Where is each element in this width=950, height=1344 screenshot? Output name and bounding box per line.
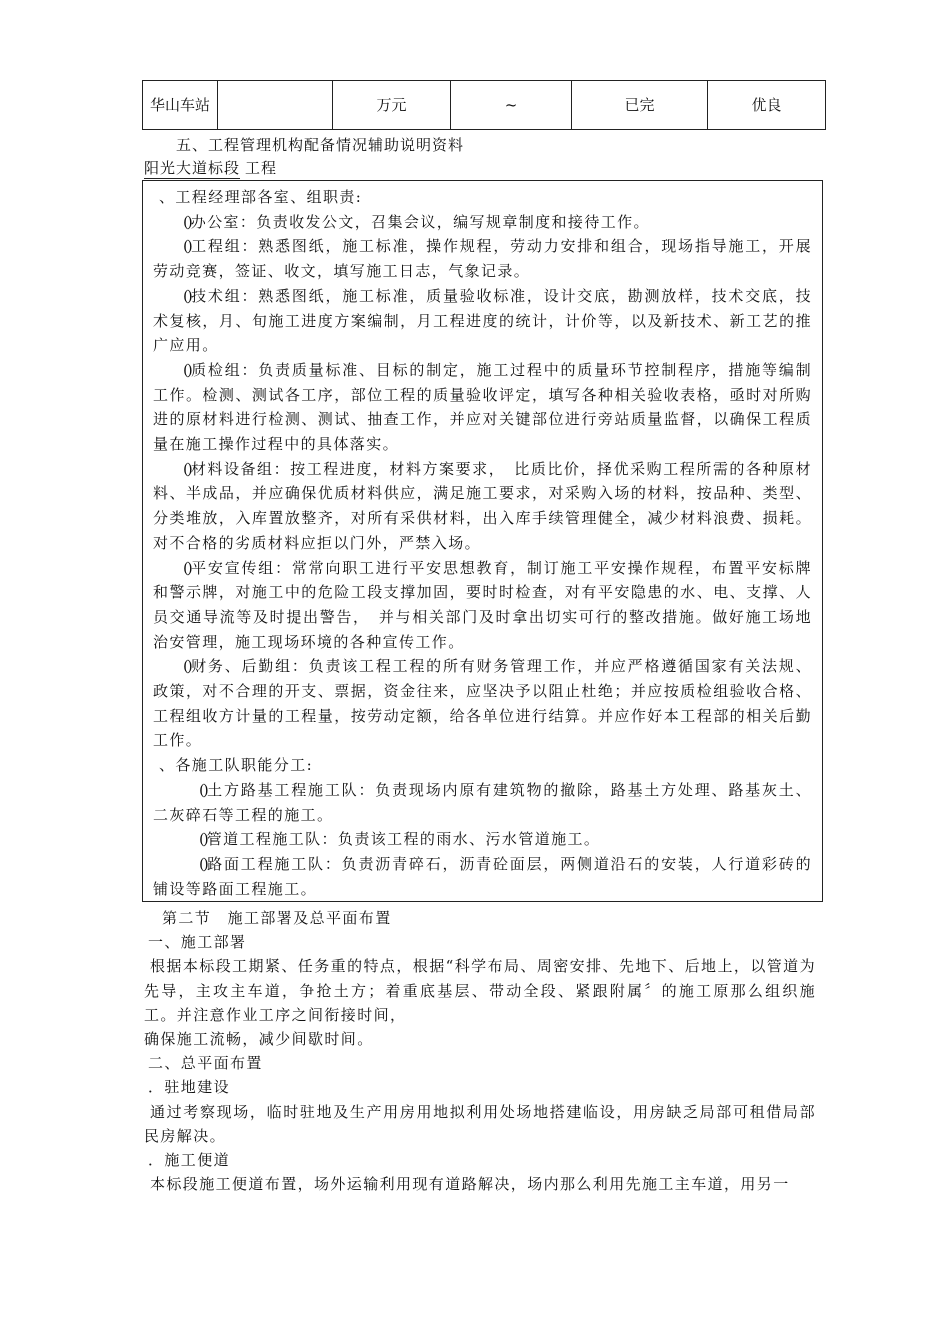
unit-cell: 万元 [333,81,451,130]
section-heading: 五、工程管理机构配备情况辅助说明资料 [176,136,465,154]
quality-cell: 优良 [708,81,826,130]
project-name-suffix: 工程 [245,159,278,177]
list-item: ()财务、后勤组：负责该工程工程的所有财务管理工作，并应严格遵循国家有关法规、政策，对不合理的开支、票据，资金往来，应坚决予以阻止杜绝；并应按质检组验收合格、工程组收方计量的工程量，按劳动定额，给各单位进行结算。并应作好本工程部的相关后勤工作。 [153,657,812,750]
list-item: ()材料设备组：按工程进度，材料方案要求， 比质比价，择优采购工程所需的各种原材料、半成品，并应确保优质材料供应，满足施工要求，对采购入场的材料，按品种、类型、分类堆放，入库置放整齐，对所有采供材料，出入库手续管理健全，减少材料浪费、损耗。对不合格的劣质材料应拒以门外，严禁入场。 [153,459,812,552]
heading: 一、施工部署 [148,933,247,952]
empty-cell [218,81,333,130]
paragraph: 本标段施工便道布置，场外运输利用现有道路解决，场内那么利用先施工主车道，用另一 [150,1175,790,1194]
list-item: ()路面工程施工队：负责沥青碎石，沥青砼面层，两侧道沿石的安装，人行道彩砖的铺设等路面工程施工。 [153,854,812,898]
responsibilities-box [142,180,823,902]
project-name: 阳光大道标段 [144,159,241,177]
list-item: ()管道工程施工队：负责该工程的雨水、污水管道施工。 [199,830,601,849]
range-cell: ~ [451,81,572,130]
subsection-title: 、工程经理部各室、组职责: [159,188,363,206]
station-cell: 华山车站 [143,81,218,130]
list-item: ()土方路基工程施工队：负责现场内原有建筑物的撤除，路基土方处理、路基灰土、二灰碎石等工程的施工。 [153,780,812,824]
heading: ．施工便道 [148,1151,231,1170]
list-item: ()质检组：负责质量标准、目标的制定，施工过程中的质量环节控制程序，措施等编制工作。检测、测试各工序，部位工程的质量验收评定，填写各种相关验收表格，亟时对所购进的原材料进行检测、测试、抽查工作，并应对关键部位进行旁站质量监督，以确保工程质量在施工操作过程中的具体落实。 [153,360,812,454]
paragraph: 确保施工流畅，减少间歇时间。 [144,1030,374,1049]
status-cell: 已完 [572,81,708,130]
list-item: ()平安宣传组：常常向职工进行平安思想教育，制订施工平安操作规程，布置平安标牌和警示牌，对施工中的危险工段支撑加固，要时时检查，对有平安隐患的水、电、支撑、人员交通导流等及时提出警告， 并与相关部门及时拿出切实可行的整改措施。做好施工场地治安管理，施工现场环境的各种宣传工作。 [153,558,812,651]
summary-table [142,80,826,130]
list-item: ()技术组：熟悉图纸，施工标准，质量验收标准，设计交底，勘测放样，技术交底，技术复核，月、旬施工进度方案编制，月工程进度的统计，计价等，以及新技术、新工艺的推广应用。 [153,286,812,355]
list-item: ()办公室：负责收发公文，召集会议，编写规章制度和接待工作。 [183,212,650,231]
table-row [143,81,826,130]
paragraph: 根据本标段工期紧、任务重的特点，根据“科学布局、周密安排、先地下、后地上，以管道为先导，主攻主车道，争抢土方；着重底基层、带动全段、紧跟附属〞的施工原那么组织施工。并注意作业工序之间衔接时间， [144,957,816,1024]
heading: ．驻地建设 [148,1078,231,1097]
paragraph: 通过考察现场，临时驻地及生产用房用地拟利用处场地搭建临设，用房缺乏局部可租借局部民房解决。 [144,1102,816,1145]
subsection-title: 、各施工队职能分工: [159,756,314,775]
list-item: ()工程组：熟悉图纸，施工标准，操作规程，劳动力安排和组合，现场指导施工，开展劳动竞赛，签证、收文，填写施工日志，气象记录。 [153,237,812,281]
section-title: 第二节 施工部署及总平面布置 [162,909,392,927]
deployment-section [144,906,816,1196]
heading: 二、总平面布置 [148,1054,263,1073]
